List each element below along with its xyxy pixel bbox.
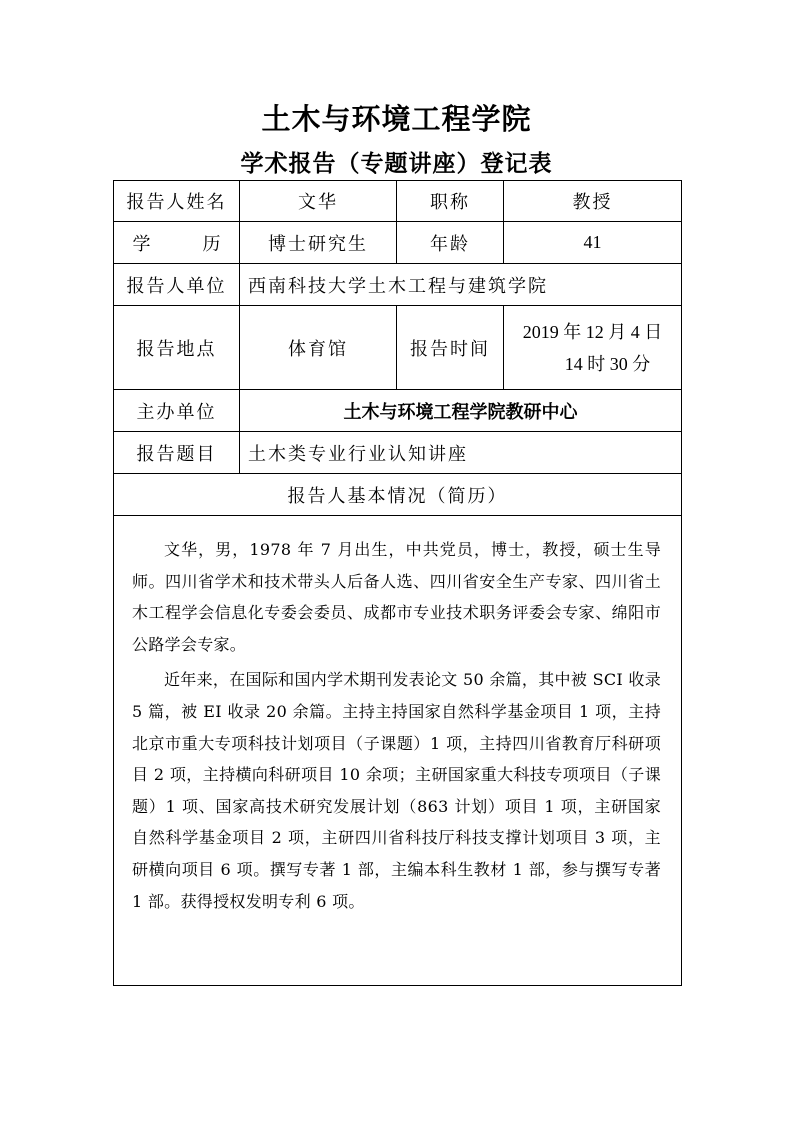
- age-value: 41: [504, 222, 682, 264]
- row-location-time: [114, 306, 682, 390]
- row-organizer: [114, 390, 682, 432]
- bio-paragraph-2: 近年来，在国际和国内学术期刊发表论文 50 余篇，其中被 SCI 收录 5 篇，被 EI 收录 20 余篇。主持主持国家自然科学基金项目 1 项，主持北京市重大专项科技计划项目（子课题）1 项，主持四川省教育厅科研项目 2 项，主持横向科研项目 10 余项；主研国家重大科技专项项目（子课题）1 项、国家高技术研究发展计划（863 计划）项目 1 项，主研国家自然科学基金项目 2 项，主研四川省科技厅科技支撑计划项目 3 项，主研横向项目 6 项。撰写专著 1 部，主编本科生教材 1 部，参与撰写专著 1 部。获得授权发明专利 6 项。: [132, 670, 661, 911]
- title-value: 教授: [504, 181, 682, 222]
- row-topic: [114, 432, 682, 474]
- organizer-value: 土木与环境工程学院教研中心: [240, 390, 682, 432]
- organizer-label: 主办单位: [114, 390, 240, 432]
- location-value: 体育馆: [240, 306, 397, 390]
- location-label: 报告地点: [114, 306, 240, 390]
- education-value: 博士研究生: [240, 222, 397, 264]
- age-label: 年龄: [397, 222, 504, 264]
- time-value-date: 2019 年 12 月 4 日: [522, 321, 663, 342]
- name-value: 文华: [240, 181, 397, 222]
- row-bio: [114, 516, 682, 986]
- registration-form-table: [113, 180, 682, 986]
- education-label: [114, 222, 240, 264]
- row-bio-header: [114, 474, 682, 516]
- education-label-char-2: 历: [202, 233, 221, 255]
- row-name: [114, 181, 682, 222]
- row-unit: [114, 264, 682, 306]
- time-value: [504, 306, 682, 390]
- title-label: 职称: [397, 181, 504, 222]
- unit-label: 报告人单位: [114, 264, 240, 306]
- topic-label: 报告题目: [114, 432, 240, 474]
- time-label: 报告时间: [397, 306, 504, 390]
- row-education: [114, 222, 682, 264]
- page-title: 土木与环境工程学院: [261, 102, 532, 136]
- bio-header: 报告人基本情况（简历）: [114, 474, 682, 516]
- name-label: 报告人姓名: [114, 181, 240, 222]
- page-subtitle: 学术报告（专题讲座）登记表: [240, 151, 553, 177]
- topic-value: 土木类专业行业认知讲座: [240, 432, 682, 474]
- bio-paragraph-1: 文华，男，1978 年 7 月出生，中共党员，博士，教授，硕士生导师。四川省学术和技术带头人后备人选、四川省安全生产专家、四川省土木工程学会信息化专委会委员、成都市专业技术职务评委会专家、绵阳市公路学会专家。: [132, 540, 661, 654]
- education-label-char-1: 学: [132, 233, 151, 255]
- time-value-clock: 14 时 30 分: [564, 353, 651, 374]
- unit-value: 西南科技大学土木工程与建筑学院: [240, 264, 682, 306]
- bio-cell: [114, 516, 682, 986]
